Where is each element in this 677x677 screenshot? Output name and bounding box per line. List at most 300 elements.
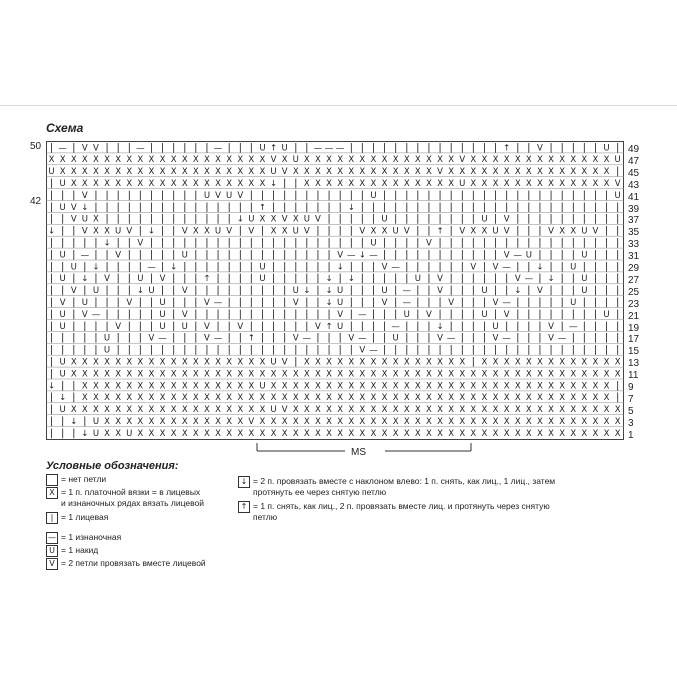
chart-cell: | bbox=[183, 189, 187, 201]
chart-cell: — bbox=[58, 143, 67, 154]
chart-cell: | bbox=[527, 320, 531, 332]
top-divider bbox=[0, 105, 677, 106]
chart-cell: X bbox=[70, 167, 77, 178]
chart-cell: — bbox=[358, 309, 367, 320]
chart-cell: | bbox=[149, 344, 154, 356]
chart-cell: X bbox=[137, 405, 144, 416]
chart-cell: | bbox=[127, 249, 131, 261]
chart-cell: | bbox=[249, 237, 254, 249]
chart-cell: X bbox=[481, 416, 488, 427]
chart-cell: | bbox=[127, 344, 131, 356]
chart-cell: X bbox=[192, 381, 199, 392]
chart-cell: | bbox=[316, 332, 320, 344]
chart-cell: — bbox=[369, 250, 378, 261]
chart-cell: | bbox=[549, 189, 553, 201]
chart-cell: | bbox=[338, 273, 342, 285]
chart-cell: X bbox=[370, 369, 377, 380]
chart-cell: | bbox=[527, 296, 531, 308]
chart-cell: V bbox=[115, 250, 122, 261]
chart-cell: | bbox=[338, 213, 342, 225]
chart-cell: | bbox=[615, 392, 620, 404]
chart-cell: X bbox=[481, 357, 488, 368]
chart-cell: | bbox=[416, 142, 420, 154]
chart-cell: X bbox=[559, 369, 566, 380]
chart-cell: X bbox=[226, 393, 233, 404]
chart-cell: U bbox=[381, 286, 388, 297]
chart-cell: | bbox=[282, 189, 287, 201]
chart-cell: X bbox=[448, 393, 455, 404]
chart-cell: | bbox=[438, 261, 442, 273]
chart-cell: X bbox=[403, 393, 410, 404]
chart-cell: X bbox=[570, 155, 577, 166]
chart-cell: | bbox=[393, 201, 398, 213]
right-row-label: 17 bbox=[628, 334, 640, 346]
chart-cell: X bbox=[192, 393, 199, 404]
chart-cell: | bbox=[205, 201, 209, 213]
chart-cell: ↓ bbox=[269, 178, 278, 189]
chart-cell: X bbox=[403, 178, 410, 189]
chart-cell: | bbox=[571, 213, 575, 225]
chart-cell: | bbox=[360, 273, 365, 285]
chart-cell: | bbox=[471, 142, 476, 154]
chart-cell: X bbox=[226, 405, 233, 416]
chart-cell: ↓ bbox=[325, 274, 333, 285]
chart-cell: X bbox=[614, 428, 621, 439]
chart-cell: | bbox=[449, 189, 453, 201]
chart-cell: X bbox=[548, 405, 554, 416]
chart-cell: | bbox=[427, 225, 431, 237]
chart-cell: | bbox=[149, 249, 154, 261]
chart-cell: V bbox=[226, 226, 233, 237]
chart-cell: | bbox=[382, 344, 387, 356]
chart-cell: X bbox=[503, 167, 510, 178]
chart-cell: | bbox=[538, 344, 542, 356]
chart-cell: | bbox=[282, 320, 287, 332]
chart-cell: | bbox=[493, 273, 498, 285]
chart-cell: X bbox=[348, 405, 355, 416]
chart-cell: X bbox=[348, 393, 355, 404]
legend-item bbox=[46, 512, 108, 524]
chart-cell: V bbox=[592, 226, 599, 237]
chart-cell: X bbox=[503, 405, 510, 416]
chart-cell: V bbox=[503, 250, 510, 261]
chart-cell: | bbox=[560, 261, 564, 273]
chart-cell: X bbox=[81, 369, 88, 380]
chart-cell: | bbox=[49, 332, 54, 344]
chart-cell: | bbox=[449, 320, 453, 332]
chart-cell: X bbox=[592, 381, 599, 392]
chart-cell: | bbox=[571, 344, 575, 356]
chart-cell: X bbox=[448, 416, 455, 427]
chart-cell: | bbox=[160, 189, 165, 201]
chart-cell: X bbox=[437, 369, 443, 380]
chart-cell: X bbox=[481, 226, 488, 237]
chart-cell: X bbox=[292, 369, 299, 380]
chart-cell: | bbox=[127, 308, 131, 320]
chart-cell: | bbox=[216, 320, 220, 332]
chart-cell: | bbox=[471, 249, 476, 261]
chart-cell: | bbox=[238, 296, 242, 308]
chart-cell: | bbox=[216, 285, 220, 297]
right-row-label: 31 bbox=[628, 251, 640, 263]
chart-cell: | bbox=[349, 320, 353, 332]
chart-cell: | bbox=[615, 285, 620, 297]
chart-cell: V bbox=[537, 143, 543, 154]
chart-cell: X bbox=[159, 416, 166, 427]
chart-cell: X bbox=[81, 167, 88, 178]
chart-cell: X bbox=[514, 405, 521, 416]
chart-cell: | bbox=[238, 237, 242, 249]
chart-cell: | bbox=[227, 296, 231, 308]
chart-cell: X bbox=[403, 369, 410, 380]
chart-cell: X bbox=[514, 155, 521, 166]
chart-cell: — bbox=[502, 333, 511, 344]
chart-cell: | bbox=[183, 142, 187, 154]
chart-cell: X bbox=[81, 381, 88, 392]
chart-cell: U bbox=[403, 309, 410, 320]
chart-cell: | bbox=[138, 189, 143, 201]
chart-cell: X bbox=[459, 369, 466, 380]
chart-cell: | bbox=[49, 237, 54, 249]
right-row-label: 47 bbox=[628, 155, 640, 167]
chart-cell: | bbox=[249, 285, 254, 297]
chart-cell: | bbox=[560, 213, 564, 225]
chart-cell: U bbox=[581, 226, 588, 237]
chart-cell: | bbox=[138, 225, 143, 237]
chart-cell: | bbox=[538, 225, 542, 237]
chart-cell: X bbox=[614, 369, 621, 380]
chart-cell: ↓ bbox=[81, 202, 89, 213]
chart-cell: X bbox=[126, 405, 133, 416]
chart-cell: | bbox=[49, 261, 54, 273]
chart-cell: X bbox=[126, 416, 133, 427]
chart-cell: X bbox=[603, 405, 610, 416]
chart-cell: X bbox=[537, 155, 543, 166]
chart-cell: | bbox=[549, 344, 553, 356]
right-row-label: 13 bbox=[628, 358, 640, 370]
chart-cell: V bbox=[448, 297, 455, 308]
chart-cell: X bbox=[226, 357, 233, 368]
chart-cell: X bbox=[259, 214, 266, 225]
chart-cell: V bbox=[237, 190, 244, 201]
chart-cell: X bbox=[381, 155, 388, 166]
chart-cell: | bbox=[160, 249, 165, 261]
right-row-label: 45 bbox=[628, 167, 640, 179]
chart-cell: U bbox=[337, 297, 344, 308]
chart-cell: X bbox=[148, 178, 155, 189]
chart-cell: X bbox=[459, 357, 466, 368]
chart-cell: | bbox=[305, 261, 309, 273]
chart-cell: | bbox=[571, 249, 575, 261]
chart-cell: X bbox=[126, 381, 133, 392]
chart-cell: U bbox=[392, 333, 399, 344]
chart-cell: | bbox=[615, 225, 620, 237]
chart-cell: | bbox=[49, 415, 54, 427]
chart-cell: | bbox=[183, 344, 187, 356]
chart-cell: X bbox=[81, 357, 88, 368]
chart-cell: | bbox=[305, 201, 309, 213]
chart-cell: U bbox=[214, 226, 222, 237]
chart-cell: | bbox=[482, 237, 487, 249]
chart-cell: X bbox=[159, 357, 166, 368]
chart-cell: | bbox=[327, 344, 331, 356]
chart-cell: | bbox=[316, 273, 320, 285]
chart-cell: | bbox=[171, 201, 176, 213]
right-row-label: 33 bbox=[628, 239, 640, 251]
chart-cell: X bbox=[337, 155, 344, 166]
chart-cell: | bbox=[305, 189, 309, 201]
chart-cell: | bbox=[549, 308, 553, 320]
sk2p-arrow-up-icon: ↑ bbox=[238, 501, 250, 513]
chart-cell: | bbox=[615, 380, 620, 392]
chart-cell: | bbox=[160, 237, 165, 249]
chart-cell: | bbox=[160, 261, 165, 273]
chart-cell: X bbox=[448, 405, 455, 416]
chart-cell: | bbox=[238, 308, 242, 320]
chart-cell: U bbox=[259, 143, 266, 154]
chart-cell: | bbox=[538, 237, 542, 249]
chart-cell: U bbox=[292, 226, 299, 237]
chart-cell: | bbox=[260, 344, 265, 356]
chart-cell: X bbox=[104, 178, 110, 189]
chart-cell: | bbox=[405, 201, 409, 213]
chart-cell: X bbox=[514, 178, 521, 189]
chart-cell: X bbox=[303, 369, 310, 380]
chart-cell: X bbox=[381, 381, 388, 392]
chart-cell: ↓ bbox=[47, 381, 56, 392]
chart-cell: | bbox=[60, 261, 65, 273]
chart-cell: | bbox=[60, 285, 65, 297]
chart-cell: X bbox=[614, 357, 621, 368]
chart-cell: | bbox=[460, 285, 464, 297]
chart-cell: V bbox=[126, 226, 133, 237]
chart-cell: | bbox=[105, 142, 109, 154]
chart-cell: | bbox=[604, 320, 609, 332]
chart-cell: | bbox=[549, 285, 553, 297]
chart-cell: | bbox=[493, 308, 498, 320]
chart-cell: ↓ bbox=[70, 416, 78, 427]
chart-cell: X bbox=[414, 167, 421, 178]
chart-cell: | bbox=[438, 344, 442, 356]
chart-cell: | bbox=[171, 273, 176, 285]
chart-cell: X bbox=[559, 167, 566, 178]
chart-cell: | bbox=[393, 189, 398, 201]
chart-cell: V bbox=[81, 226, 88, 237]
chart-cell: | bbox=[316, 237, 320, 249]
chart-cell: | bbox=[305, 273, 309, 285]
chart-cell: X bbox=[548, 416, 554, 427]
chart-cell: X bbox=[337, 381, 344, 392]
chart-cell: U bbox=[270, 357, 277, 368]
chart-cell: U bbox=[115, 226, 122, 237]
chart-cell: X bbox=[315, 428, 321, 439]
chart-cell: | bbox=[393, 213, 398, 225]
chart-cell: | bbox=[49, 249, 54, 261]
chart-cell: | bbox=[449, 261, 453, 273]
chart-cell: | bbox=[116, 285, 120, 297]
chart-cell: | bbox=[282, 332, 287, 344]
chart-cell: | bbox=[327, 189, 331, 201]
chart-cell: V bbox=[81, 190, 88, 201]
chart-cell: | bbox=[438, 201, 442, 213]
chart-cell: | bbox=[49, 273, 54, 285]
chart-cell: X bbox=[448, 155, 455, 166]
chart-cell: X bbox=[259, 178, 266, 189]
chart-cell: | bbox=[194, 285, 198, 297]
chart-cell: ↓ bbox=[81, 274, 89, 285]
chart-cell: | bbox=[171, 189, 176, 201]
chart-cell: U bbox=[525, 250, 532, 261]
chart-cell: | bbox=[116, 273, 120, 285]
chart-cell: | bbox=[504, 344, 509, 356]
chart-cell: V bbox=[248, 226, 255, 237]
chart-cell: | bbox=[393, 296, 398, 308]
chart-cell: X bbox=[525, 416, 532, 427]
chart-cell: ↓ bbox=[136, 286, 144, 297]
chart-cell: | bbox=[183, 213, 187, 225]
chart-cell: X bbox=[248, 393, 255, 404]
chart-cell: X bbox=[192, 155, 199, 166]
chart-cell: X bbox=[548, 155, 554, 166]
chart-cell: X bbox=[592, 357, 599, 368]
chart-cell: V bbox=[359, 345, 366, 356]
chart-cell: | bbox=[49, 142, 54, 154]
chart-cell: | bbox=[205, 308, 209, 320]
chart-cell: | bbox=[260, 296, 265, 308]
chart-cell: | bbox=[294, 356, 298, 368]
legend-text: = 1 изнаночная bbox=[61, 532, 122, 542]
chart-cell: X bbox=[570, 226, 577, 237]
chart-cell: — bbox=[524, 274, 534, 285]
chart-cell: | bbox=[538, 296, 542, 308]
chart-cell: X bbox=[525, 405, 532, 416]
chart-cell: V bbox=[237, 321, 244, 332]
right-row-label: 19 bbox=[628, 322, 640, 334]
chart-cell: | bbox=[527, 225, 531, 237]
chart-cell: | bbox=[482, 249, 487, 261]
chart-cell: | bbox=[271, 189, 276, 201]
chart-cell: | bbox=[560, 201, 564, 213]
chart-cell: X bbox=[70, 357, 77, 368]
chart-cell: | bbox=[194, 213, 198, 225]
chart-cell: | bbox=[593, 344, 598, 356]
chart-cell: | bbox=[227, 142, 231, 154]
chart-cell: X bbox=[303, 178, 310, 189]
chart-cell: X bbox=[603, 416, 610, 427]
chart-cell: — bbox=[502, 262, 511, 273]
chart-cell: | bbox=[205, 261, 209, 273]
chart-cell: X bbox=[403, 405, 410, 416]
chart-cell: X bbox=[104, 393, 110, 404]
chart-cell: X bbox=[248, 381, 255, 392]
chart-cell: | bbox=[282, 177, 287, 189]
chart-cell: | bbox=[216, 308, 220, 320]
chart-cell: X bbox=[481, 405, 488, 416]
chart-cell: ↓ bbox=[236, 214, 244, 225]
chart-cell: X bbox=[570, 416, 577, 427]
chart-cell: X bbox=[181, 416, 188, 427]
chart-cell: ↓ bbox=[92, 262, 100, 273]
chart-cell: U bbox=[59, 357, 66, 368]
chart-cell: | bbox=[72, 308, 76, 320]
chart-cell: | bbox=[593, 296, 598, 308]
chart-cell: | bbox=[216, 201, 220, 213]
chart-cell: — bbox=[302, 333, 312, 344]
chart-cell: | bbox=[460, 296, 464, 308]
chart-cell: U bbox=[59, 309, 66, 320]
right-row-label: 27 bbox=[628, 274, 640, 286]
chart-cell: X bbox=[525, 369, 532, 380]
chart-cell: X bbox=[248, 357, 255, 368]
chart-cell: X bbox=[226, 167, 233, 178]
chart-cell: | bbox=[482, 201, 487, 213]
chart-cell: X bbox=[370, 381, 377, 392]
chart-cell: X bbox=[548, 167, 554, 178]
chart-cell: | bbox=[393, 249, 398, 261]
chart-cell: | bbox=[327, 249, 331, 261]
chart-cell: | bbox=[116, 296, 120, 308]
chart-cell: | bbox=[360, 320, 365, 332]
chart-cell: X bbox=[115, 178, 122, 189]
chart-cell: | bbox=[405, 344, 409, 356]
chart-cell: | bbox=[460, 261, 464, 273]
chart-cell: | bbox=[449, 201, 453, 213]
chart-cell: | bbox=[60, 344, 65, 356]
chart-cell: | bbox=[604, 225, 609, 237]
chart-cell: | bbox=[305, 296, 309, 308]
chart-cell: | bbox=[593, 308, 598, 320]
chart-cell: X bbox=[392, 167, 399, 178]
right-row-label: 37 bbox=[628, 215, 640, 227]
chart-cell: X bbox=[414, 393, 421, 404]
chart-cell: X bbox=[159, 405, 166, 416]
chart-cell: | bbox=[127, 237, 131, 249]
chart-cell: | bbox=[516, 320, 520, 332]
chart-cell: V bbox=[104, 274, 110, 285]
chart-cell: X bbox=[192, 416, 199, 427]
chart-cell: U bbox=[81, 214, 88, 225]
chart-cell: | bbox=[538, 320, 542, 332]
chart-cell: X bbox=[481, 155, 488, 166]
chart-cell: | bbox=[460, 249, 464, 261]
chart-cell: | bbox=[238, 201, 242, 213]
chart-cell: X bbox=[303, 428, 310, 439]
chart-cell: X bbox=[603, 393, 610, 404]
chart-cell: X bbox=[492, 369, 499, 380]
legend-item bbox=[238, 476, 555, 498]
chart-cell: X bbox=[281, 393, 288, 404]
chart-cell: V bbox=[204, 333, 210, 344]
chart-cell: X bbox=[337, 428, 344, 439]
chart-cell: X bbox=[226, 381, 233, 392]
chart-cell: | bbox=[482, 344, 487, 356]
chart-cell: X bbox=[81, 178, 88, 189]
chart-cell: | bbox=[294, 320, 298, 332]
chart-cell: X bbox=[170, 369, 177, 380]
chart-cell: X bbox=[437, 405, 443, 416]
chart-cell: X bbox=[359, 178, 366, 189]
chart-cell: | bbox=[516, 344, 520, 356]
chart-cell: X bbox=[226, 178, 233, 189]
chart-cell: | bbox=[582, 189, 587, 201]
chart-cell: | bbox=[604, 249, 609, 261]
chart-cell: | bbox=[593, 237, 598, 249]
chart-cell: X bbox=[492, 405, 499, 416]
chart-cell: ↓ bbox=[59, 393, 67, 404]
chart-cell: | bbox=[72, 344, 76, 356]
chart-cell: X bbox=[115, 405, 122, 416]
chart-cell: | bbox=[72, 380, 76, 392]
